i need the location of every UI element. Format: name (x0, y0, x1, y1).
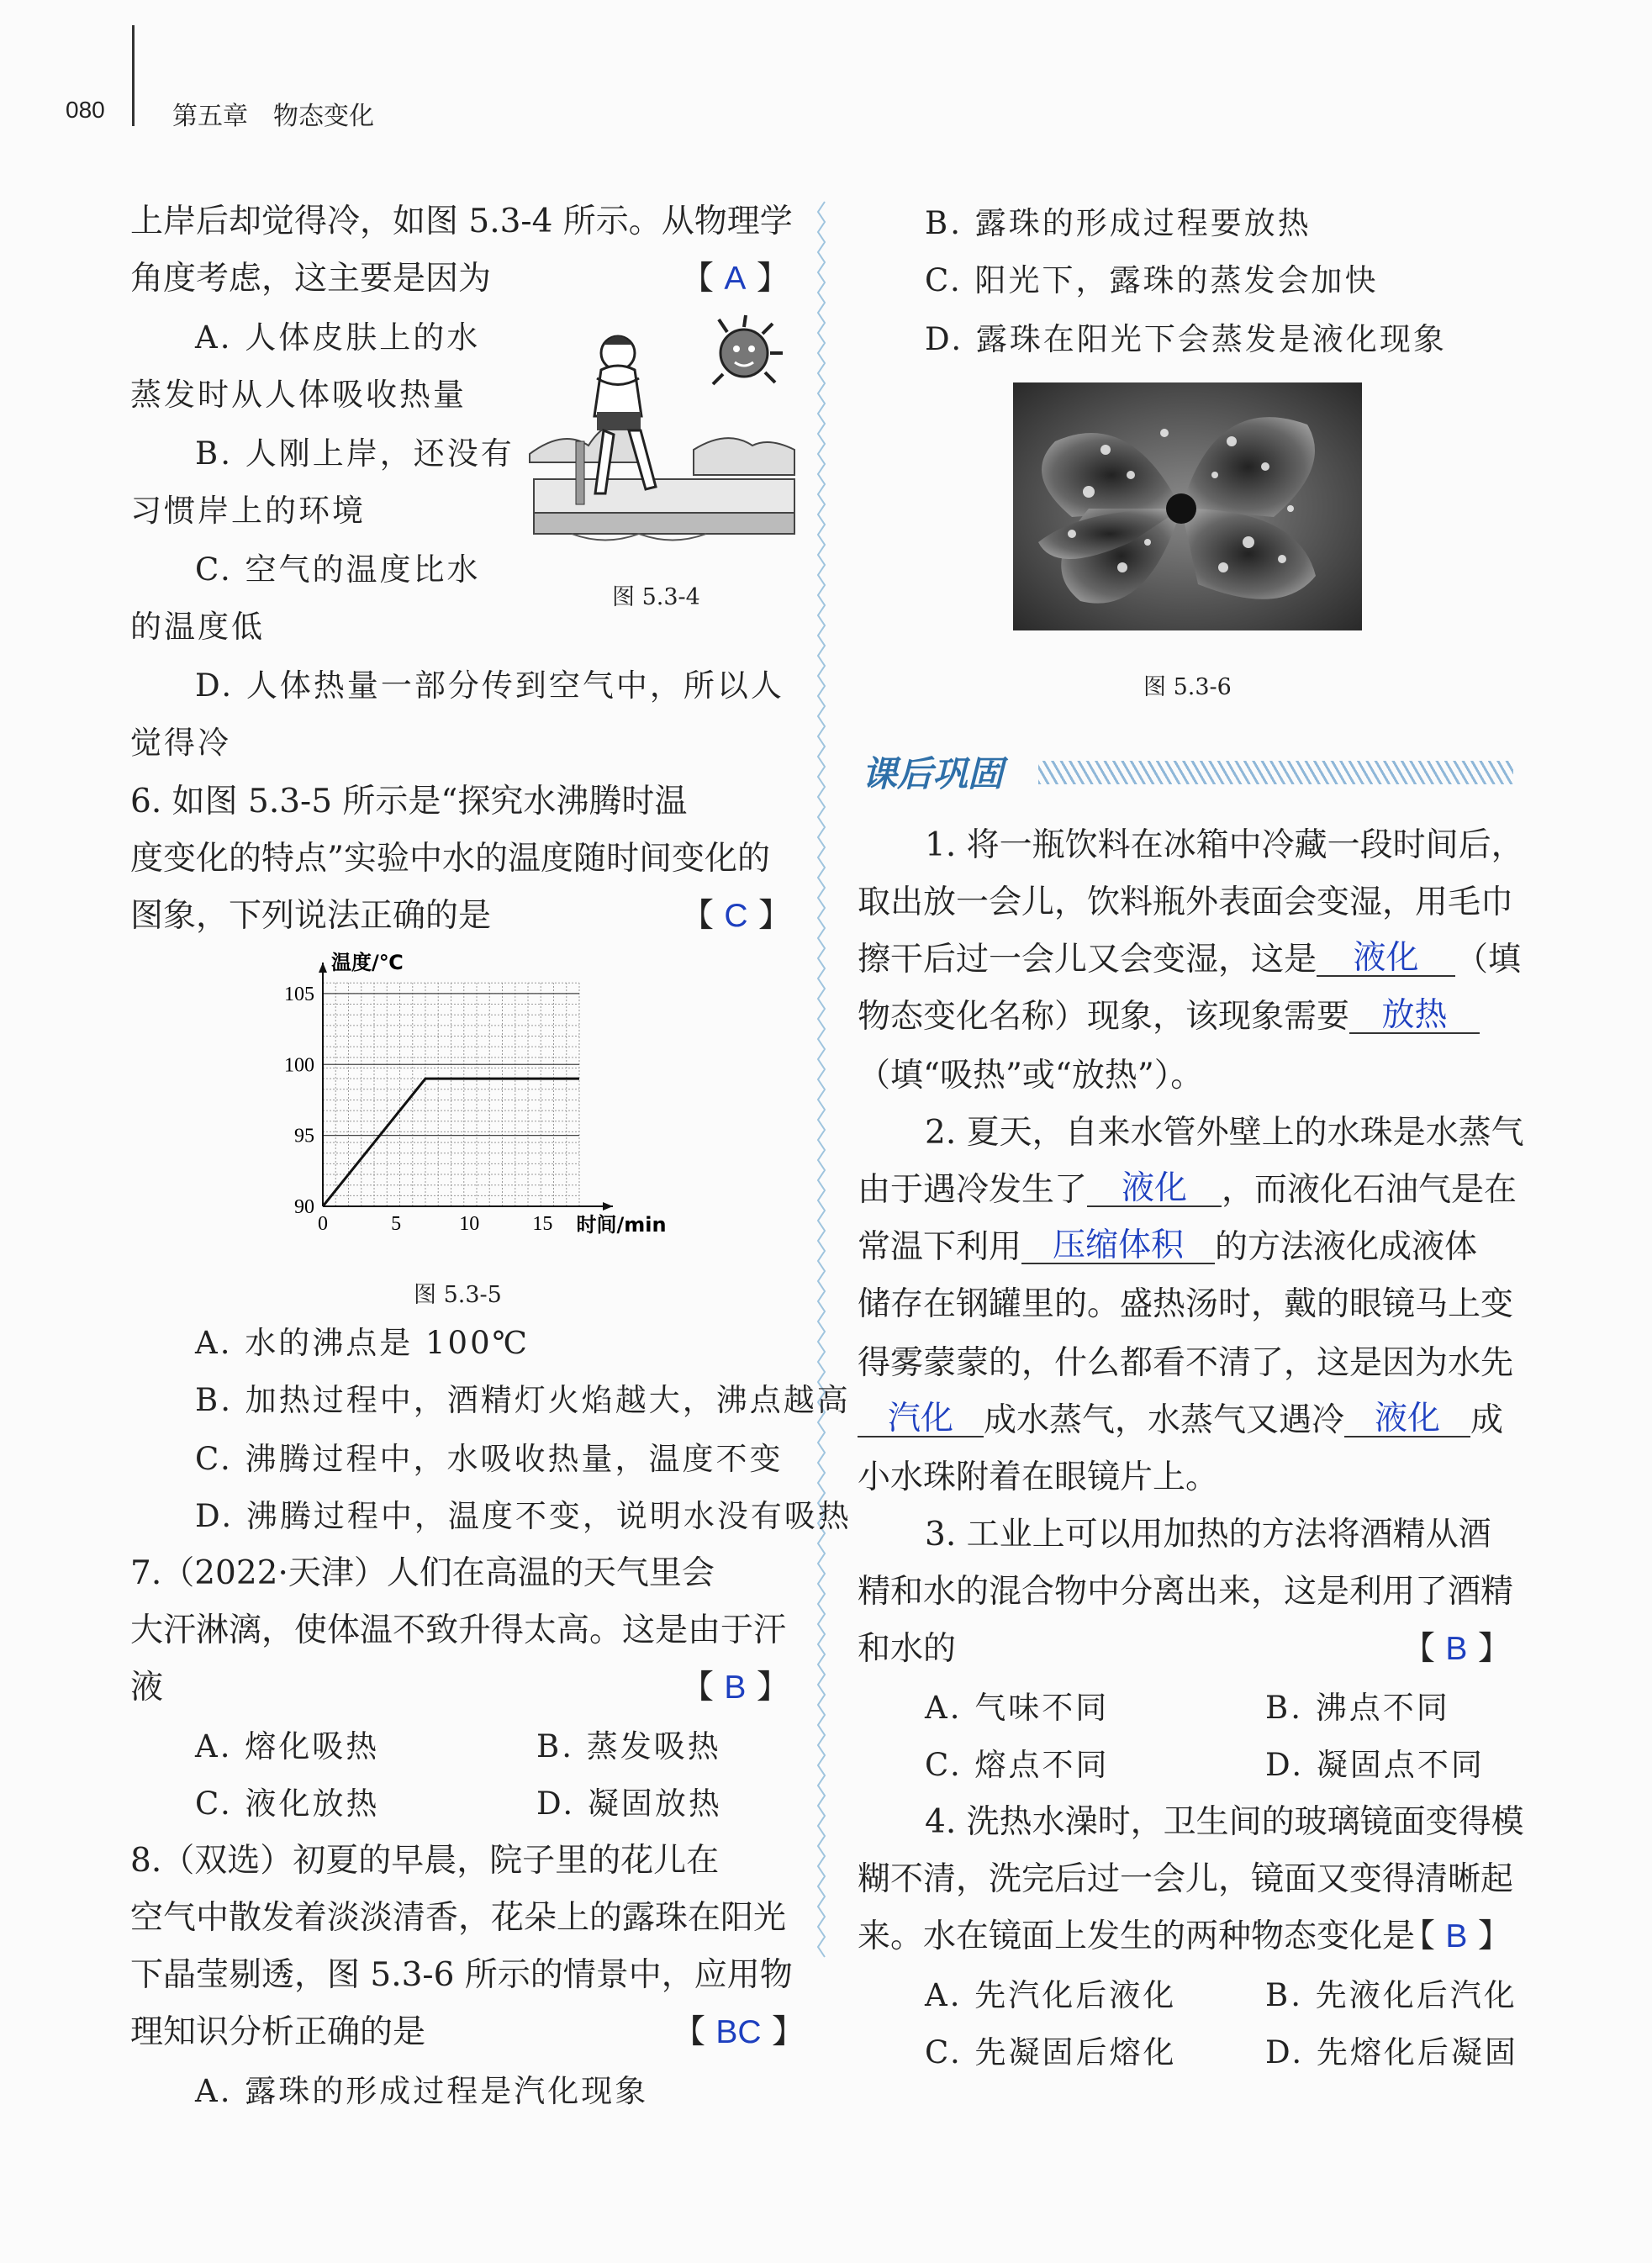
p3-answer-bracket: 【 B 】 (1402, 1630, 1511, 1668)
y-tick-label: 105 (284, 983, 314, 1005)
p2-line1: 2. 夏天，自来水管外壁上的水珠是水蒸气 (925, 1114, 1524, 1152)
q8-option-d: D. 露珠在阳光下会蒸发是液化现象 (925, 321, 1447, 357)
q6-option-b: B. 加热过程中，酒精灯火焰越大，沸点越高 (195, 1382, 851, 1418)
x-tick-label: 10 (459, 1213, 480, 1235)
q7-line3: 液 (130, 1669, 164, 1706)
x-axis-label: 时间/min (576, 1213, 667, 1237)
q7-option-a: A. 熔化吸热 (195, 1728, 380, 1765)
dewdrop-flower-photo (1013, 382, 1362, 630)
p2-blank-2: 压缩体积 (1021, 1229, 1215, 1264)
column-divider (814, 202, 836, 2135)
p2-line2-text: 由于遇冷发生了 (858, 1171, 1088, 1209)
swimmer-illustration (530, 315, 799, 559)
p2-line7: 小水珠附着在眼镜片上。 (858, 1459, 1219, 1496)
p2-line3 (858, 1226, 1477, 1269)
q8-option-c: C. 阳光下，露珠的蒸发会加快 (925, 262, 1379, 298)
p1-blank-2: 放热 (1349, 999, 1480, 1034)
q5-line1: 上岸后却觉得冷，如图 5.3-4 所示。从物理学 (130, 203, 793, 240)
y-tick-label: 100 (284, 1054, 314, 1077)
q5-line2: 角度考虑，这主要是因为 (130, 260, 492, 298)
p3-line1: 3. 工业上可以用加热的方法将酒精从酒 (925, 1516, 1491, 1554)
p1-line4-text: 物态变化名称）现象，该现象需要 (858, 998, 1350, 1036)
q6-option-d: D. 沸腾过程中，温度不变，说明水没有吸热 (195, 1498, 852, 1534)
q5-option-b-1: B. 人刚上岸，还没有 (195, 435, 515, 472)
p1-line3-end: （填 (1455, 941, 1522, 979)
x-axis-arrow (603, 1202, 613, 1211)
q7-answer-bracket: 【 B 】 (681, 1669, 789, 1706)
p1-line2: 取出放一会儿，饮料瓶外表面会变湿，用毛巾 (858, 884, 1514, 921)
q7-option-b: B. 蒸发吸热 (536, 1728, 721, 1765)
p3-option-d: D. 凝固点不同 (1265, 1747, 1485, 1783)
p4-option-b: B. 先液化后汽化 (1265, 1977, 1517, 2013)
q7-answer: B (724, 1670, 747, 1706)
chapter-title: 第五章 物态变化 (172, 102, 374, 131)
q8-option-b: B. 露珠的形成过程要放热 (925, 205, 1312, 241)
y-axis-arrow (319, 963, 327, 973)
p1-blank-1: 液化 (1317, 942, 1455, 977)
page-number: 080 (66, 97, 105, 123)
p2-line2 (858, 1168, 1517, 1212)
temperature-time-chart (269, 951, 667, 1257)
q8-line2: 空气中散发着淡淡清香，花朵上的露珠在阳光 (130, 1899, 787, 1937)
p4-line1: 4. 洗热水澡时，卫生间的玻璃镜面变得模 (925, 1803, 1524, 1841)
q6-option-a: A. 水的沸点是 100℃ (195, 1325, 530, 1361)
p2-line3-end: 的方法液化成液体 (1215, 1228, 1478, 1266)
p4-answer: B (1445, 1918, 1468, 1954)
p2-line3-text: 常温下利用 (858, 1228, 1022, 1266)
p4-line3: 来。水在镜面上发生的两种物态变化是 (858, 1917, 1416, 1955)
p3-option-a: A. 气味不同 (925, 1690, 1110, 1726)
p4-option-c: C. 先凝固后熔化 (925, 2034, 1177, 2070)
q8-option-a: A. 露珠的形成过程是汽化现象 (195, 2073, 649, 2109)
q6-line3: 图象，下列说法正确的是 (130, 897, 492, 935)
p4-line2: 糊不清，洗完后过一会儿，镜面又变得清晰起 (858, 1860, 1514, 1898)
section-title: 课后巩固 (862, 753, 1004, 794)
q5-answer: A (724, 261, 747, 297)
p3-answer: B (1445, 1631, 1468, 1667)
q7-line2: 大汗淋漓，使体温不致升得太高。这是由于汗 (130, 1612, 787, 1649)
q8-answer: BC (715, 2014, 762, 2050)
q5-option-b-2: 习惯岸上的环境 (130, 493, 366, 529)
x-tick-label: 0 (318, 1213, 328, 1235)
q5-option-d-2: 觉得冷 (130, 725, 231, 761)
q7-option-d: D. 凝固放热 (536, 1786, 722, 1822)
p4-option-d: D. 先熔化后凝固 (1265, 2034, 1518, 2070)
p1-line5: （填“吸热”或“放热”）。 (858, 1057, 1204, 1095)
p2-blank-4: 液化 (1344, 1402, 1470, 1437)
q8-line4: 理知识分析正确的是 (130, 2013, 426, 2051)
q8-line1: 8.（双选）初夏的早晨，院子里的花儿在 (130, 1842, 720, 1880)
q5-option-a-2: 蒸发时从人体吸收热量 (130, 377, 467, 413)
q7-option-c: C. 液化放热 (195, 1786, 380, 1822)
p2-line5: 得雾蒙蒙的，什么都看不清了，这是因为水先 (858, 1344, 1514, 1382)
y-tick-label: 90 (294, 1196, 314, 1218)
y-axis-label: 温度/℃ (331, 951, 404, 974)
q6-answer-bracket: 【 C 】 (681, 897, 791, 935)
p3-line3: 和水的 (858, 1630, 957, 1668)
p1-line3 (858, 938, 1521, 982)
q8-answer-bracket: 【 BC 】 (673, 2013, 805, 2051)
p3-line2: 精和水的混合物中分离出来，这是利用了酒精 (858, 1573, 1514, 1611)
q6-line2: 度变化的特点”实验中水的温度随时间变化的 (130, 840, 770, 878)
p2-line2-end: ，而液化石油气是在 (1222, 1171, 1517, 1209)
p1-line3-text: 擦干后过一会儿又会变湿，这是 (858, 941, 1317, 979)
p2-blank-3: 汽化 (858, 1402, 984, 1437)
q6-option-c: C. 沸腾过程中，水吸收热量，温度不变 (195, 1441, 784, 1477)
p4-option-a: A. 先汽化后液化 (925, 1977, 1177, 2013)
p2-blank-1: 液化 (1087, 1172, 1222, 1207)
p2-line4: 储存在钢罐里的。盛热汤时，戴的眼镜马上变 (858, 1285, 1514, 1323)
q5-option-c-1: C. 空气的温度比水 (195, 551, 481, 588)
p4-answer-bracket: 【 B 】 (1402, 1917, 1511, 1955)
p2-line6 (858, 1399, 1503, 1443)
q5-option-c-2: 的温度低 (130, 609, 265, 645)
figure-5-3-6-caption: 图 5.3-6 (1143, 674, 1232, 700)
p1-line1: 1. 将一瓶饮料在冰箱中冷藏一段时间后， (925, 826, 1524, 864)
q5-option-d-1: D. 人体热量一部分传到空气中，所以人 (195, 667, 784, 704)
y-tick-label: 95 (294, 1125, 314, 1147)
figure-5-3-4-caption: 图 5.3-4 (612, 584, 700, 610)
p3-option-b: B. 沸点不同 (1265, 1690, 1450, 1726)
p2-line6-text: 成水蒸气，水蒸气又遇冷 (984, 1401, 1345, 1439)
p3-option-c: C. 熔点不同 (925, 1747, 1110, 1783)
q6-line1: 6. 如图 5.3-5 所示是“探究水沸腾时温 (130, 783, 688, 820)
p1-line4 (858, 995, 1480, 1039)
section-title-stripes (1038, 761, 1513, 784)
x-tick-label: 5 (391, 1213, 402, 1235)
q5-answer-bracket: 【 A 】 (681, 260, 789, 298)
figure-5-3-5-caption: 图 5.3-5 (414, 1282, 502, 1308)
header-rule (132, 25, 135, 126)
q6-answer: C (724, 898, 748, 934)
q7-line1: 7.（2022·天津）人们在高温的天气里会 (130, 1554, 715, 1592)
q5-option-a-1: A. 人体皮肤上的水 (195, 319, 481, 356)
p2-line6-end: 成 (1470, 1401, 1504, 1439)
q8-line3: 下晶莹剔透，图 5.3-6 所示的情景中，应用物 (130, 1956, 793, 1994)
x-tick-label: 15 (532, 1213, 553, 1235)
